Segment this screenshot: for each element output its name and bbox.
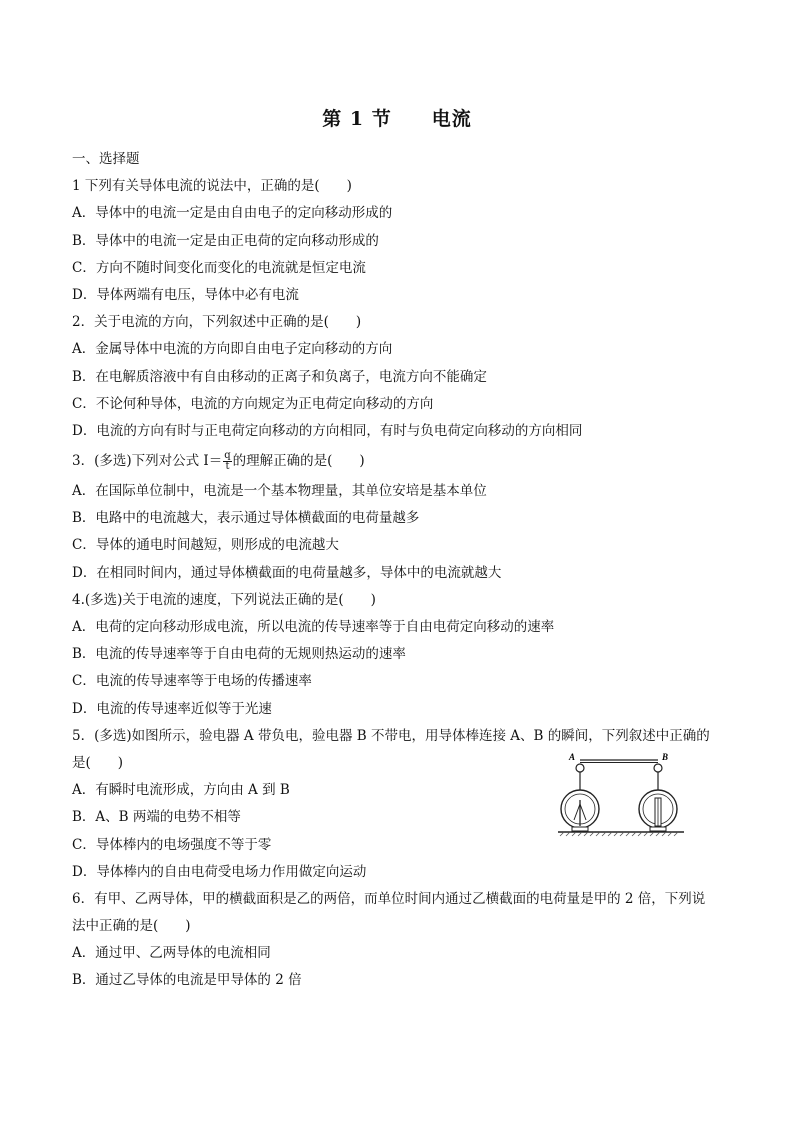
fraction-numerator: q <box>224 450 231 462</box>
question-1-stem: 1 下列有关导体电流的说法中，正确的是( ) <box>72 178 352 195</box>
question-3-stem-pre: 3．(多选)下列对公式 I＝ <box>72 453 223 470</box>
question-3-option-b: B．电路中的电流越大，表示通过导体横截面的电荷量越多 <box>72 510 420 527</box>
question-4-option-c: C．电流的传导速率等于电场的传播速率 <box>72 673 312 690</box>
electroscope-a-knob <box>576 764 584 772</box>
question-4-option-d: D．电流的传导速率近似等于光速 <box>72 700 272 717</box>
question-2-stem: 2．关于电流的方向，下列叙述中正确的是( ) <box>72 314 362 331</box>
question-4-stem: 4.(多选)关于电流的速度，下列说法正确的是( ) <box>72 591 376 608</box>
question-5-stem-line-1: 5．(多选)如图所示，验电器 A 带负电，验电器 B 不带电，用导体棒连接 A、B 的瞬间，下列叙述中正确的 <box>72 727 710 744</box>
question-5-option-d: D．导体棒内的自由电荷受电场力作用做定向运动 <box>72 863 367 880</box>
section-heading: 一、选择题 <box>72 151 140 167</box>
question-2-option-b: B．在电解质溶液中有自由移动的正离子和负离子，电流方向不能确定 <box>72 368 487 385</box>
question-6-stem-line-1: 6．有甲、乙两导体，甲的横截面积是乙的两倍，而单位时间内通过乙横截面的电荷量是甲的 2 倍，下列说 <box>72 890 706 907</box>
question-1-option-c: C．方向不随时间变化而变化的电流就是恒定电流 <box>72 259 366 276</box>
page-title <box>0 104 794 131</box>
formula-fraction <box>223 451 231 472</box>
question-6-option-a: A．通过甲、乙两导体的电流相同 <box>72 945 271 962</box>
question-6-option-b: B．通过乙导体的电流是甲导体的 2 倍 <box>72 972 302 989</box>
question-5-option-c: C．导体棒内的电场强度不等于零 <box>72 836 272 853</box>
question-1-option-b: B．导体中的电流一定是由正电荷的定向移动形成的 <box>72 232 379 249</box>
question-3-stem-post: 的理解正确的是( ) <box>232 453 365 470</box>
title-section-number: 第 1 节 <box>322 108 392 130</box>
electroscope-figure <box>556 748 686 844</box>
question-5-option-a: A．有瞬时电流形成，方向由 A 到 B <box>72 782 290 799</box>
label-b: B <box>662 752 669 762</box>
question-2-option-c: C．不论何种导体，电流的方向规定为正电荷定向移动的方向 <box>72 395 434 412</box>
question-4-option-a: A．电荷的定向移动形成电流，所以电流的传导速率等于自由电荷定向移动的速率 <box>72 619 555 635</box>
question-3-option-a: A．在国际单位制中，电流是一个基本物理量，其单位安培是基本单位 <box>72 483 487 500</box>
question-5-stem-line-2: 是( ) <box>72 754 124 771</box>
question-2-option-d: D．电流的方向有时与正电荷定向移动的方向相同，有时与负电荷定向移动的方向相同 <box>72 422 583 439</box>
question-list <box>72 146 732 995</box>
electroscope-b-knob <box>654 764 662 772</box>
question-3-option-d: D．在相同时间内，通过导体横截面的电荷量越多，导体中的电流就越大 <box>72 564 502 581</box>
question-6-stem-line-2: 法中正确的是( ) <box>72 918 191 935</box>
question-2-option-a: A．金属导体中电流的方向即自由电子定向移动的方向 <box>72 341 393 358</box>
title-topic: 电流 <box>431 108 472 130</box>
question-1-option-d: D．导体两端有电压，导体中必有电流 <box>72 286 299 303</box>
label-a: A <box>569 752 576 762</box>
question-3-stem <box>72 445 732 478</box>
question-3-option-c: C．导体的通电时间越短，则形成的电流越大 <box>72 537 339 554</box>
question-1-option-a: A．导体中的电流一定是由自由电子的定向移动形成的 <box>72 205 393 222</box>
question-5-option-b: B．A、B 两端的电势不相等 <box>72 809 241 826</box>
fraction-denominator: t <box>225 461 230 473</box>
question-4-option-b: B．电流的传导速率等于自由电荷的无规则热运动的速率 <box>72 646 406 663</box>
